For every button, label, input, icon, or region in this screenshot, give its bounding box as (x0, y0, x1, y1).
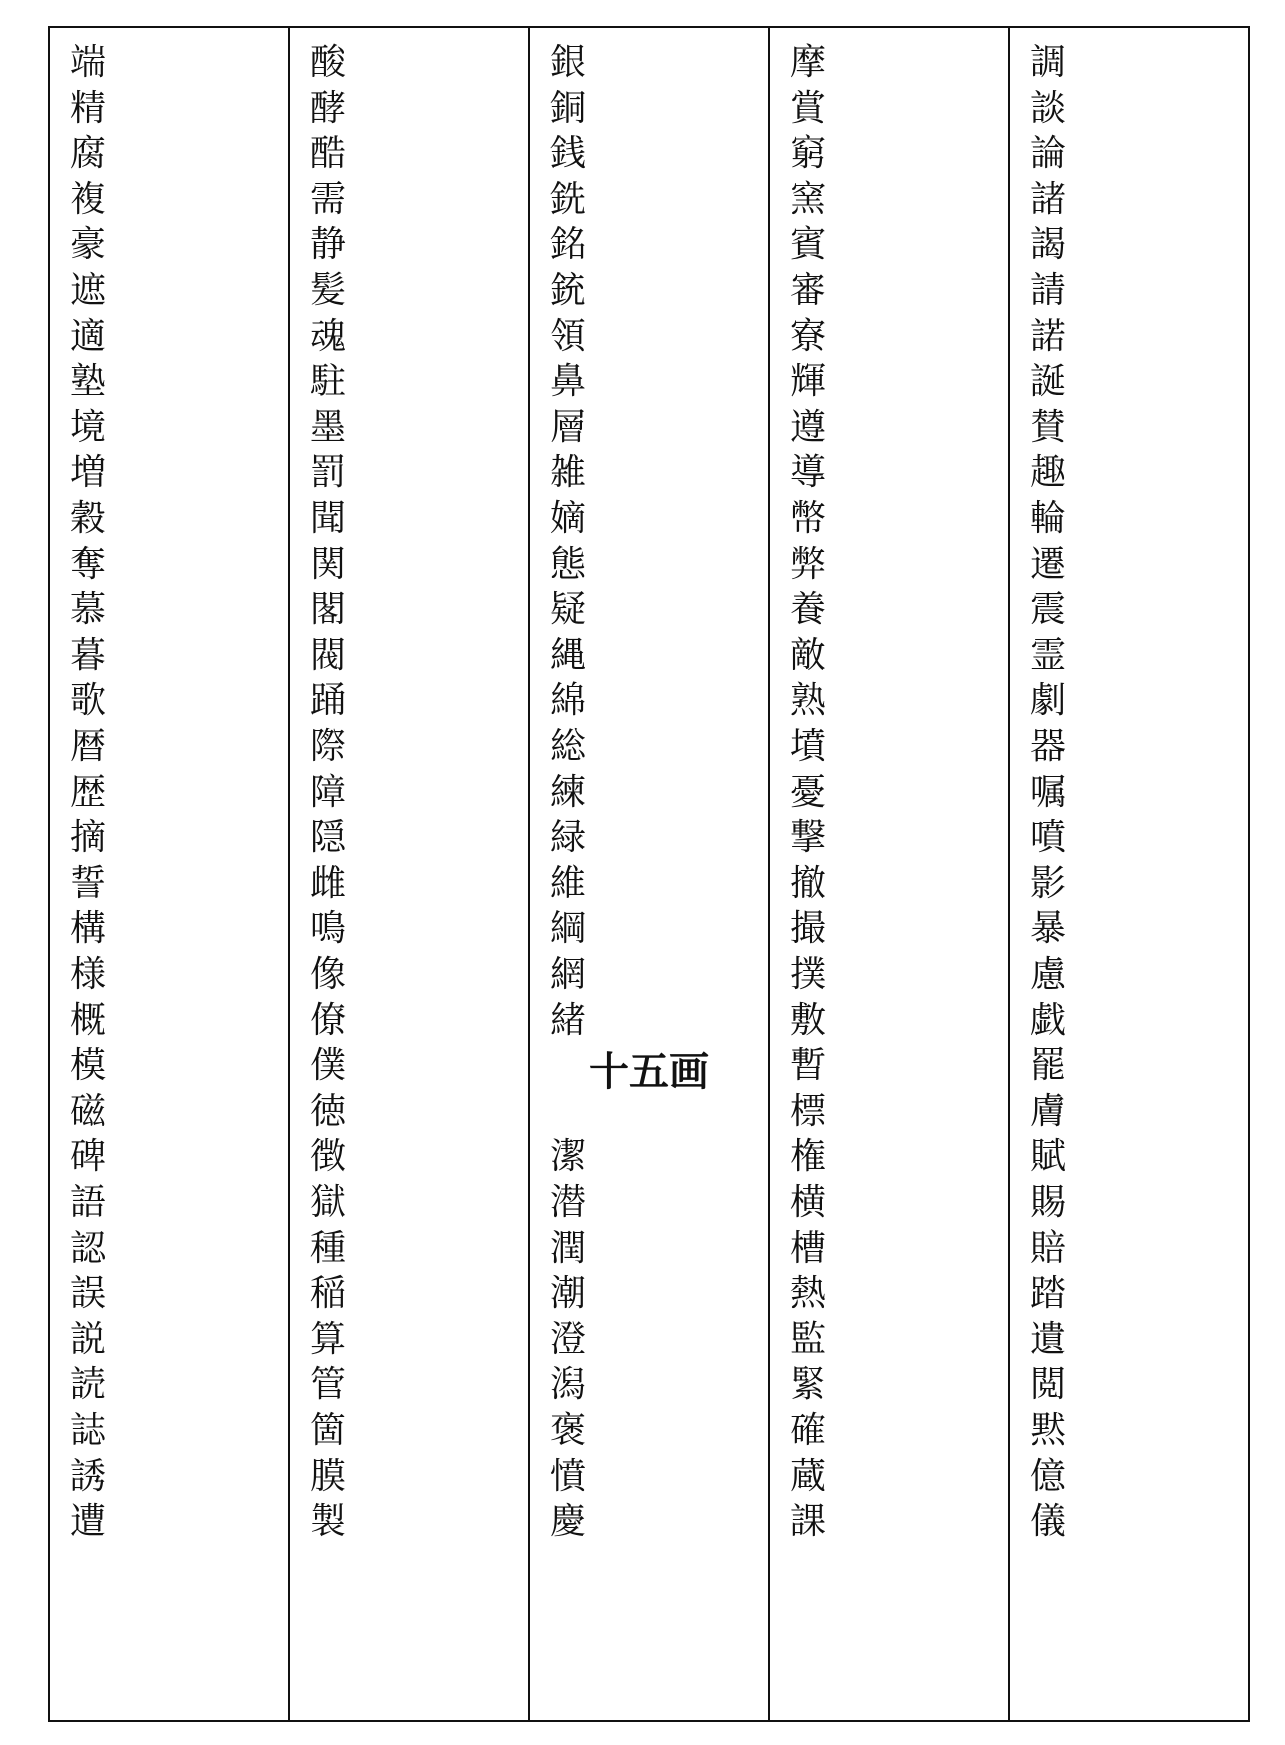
character-cell: 劇 (1030, 680, 1067, 722)
character-cell: 僚 (310, 999, 347, 1041)
character-cell: 賦 (1030, 1136, 1067, 1178)
character-cell: 歌 (70, 680, 107, 722)
character-cell: 模 (70, 1045, 107, 1087)
character-cell: 銃 (550, 270, 587, 311)
character-cell: 膚 (1030, 1090, 1067, 1132)
character-cell: 賛 (1030, 406, 1067, 448)
character-cell: 談 (1030, 87, 1067, 129)
character-cell: 構 (70, 908, 107, 950)
character-cell: 閣 (310, 589, 347, 631)
character-cell: 罷 (1030, 1045, 1067, 1087)
character-cell: 撲 (790, 954, 827, 995)
column-2 (290, 28, 530, 1720)
character-cell: 噴 (1030, 817, 1067, 859)
character-cell: 際 (310, 726, 347, 767)
character-cell: 聞 (310, 498, 347, 539)
character-cell: 遵 (790, 406, 827, 448)
character-cell: 嫡 (550, 498, 587, 539)
character-cell: 稲 (310, 1273, 347, 1315)
character-cell: 戯 (1030, 999, 1067, 1041)
character-cell: 読 (70, 1364, 107, 1406)
character-cell: 隠 (310, 817, 347, 859)
character-cell: 導 (790, 452, 827, 494)
character-cell: 遺 (1030, 1318, 1067, 1360)
character-cell: 潟 (550, 1364, 587, 1406)
character-cell: 賓 (790, 224, 827, 266)
character-cell: 罰 (310, 452, 347, 494)
character-cell: 億 (1030, 1455, 1067, 1497)
character-cell: 嘱 (1030, 771, 1067, 813)
character-cell: 撤 (790, 862, 827, 904)
character-cell: 輝 (790, 361, 827, 403)
character-cell: 網 (550, 954, 587, 995)
character-cell: 賠 (1030, 1227, 1067, 1269)
character-cell: 監 (790, 1318, 827, 1360)
character-cell: 魂 (310, 315, 347, 357)
character-cell: 僕 (310, 1045, 347, 1087)
character-cell: 複 (70, 178, 107, 220)
character-cell: 豪 (70, 224, 107, 266)
character-cell: 像 (310, 954, 347, 995)
character-cell: 綿 (550, 680, 587, 722)
character-cell: 幣 (790, 498, 827, 539)
character-cell: 権 (790, 1136, 827, 1178)
character-cell: 弊 (790, 543, 827, 585)
stroke-count-heading: 十五画 (589, 1049, 709, 1096)
character-cell: 緒 (550, 999, 587, 1041)
character-cell: 歴 (70, 771, 107, 813)
character-cell: 維 (550, 862, 587, 904)
character-cell: 諾 (1030, 315, 1067, 357)
character-cell: 境 (70, 406, 107, 448)
character-cell: 確 (790, 1410, 827, 1451)
character-cell: 誘 (70, 1455, 107, 1497)
character-cell: 趣 (1030, 452, 1067, 494)
character-cell: 賞 (790, 87, 827, 129)
character-cell: 賜 (1030, 1182, 1067, 1223)
character-cell: 閥 (310, 634, 347, 676)
character-cell: 誓 (70, 862, 107, 904)
character-cell: 酸 (310, 42, 347, 83)
character-cell: 墨 (310, 406, 347, 448)
character-cell: 徳 (310, 1090, 347, 1132)
character-cell: 穀 (70, 498, 107, 539)
column-3 (530, 28, 770, 1720)
character-cell: 端 (70, 42, 107, 83)
character-cell: 精 (70, 87, 107, 129)
character-cell: 概 (70, 999, 107, 1041)
column-4 (770, 28, 1010, 1720)
character-cell: 輪 (1030, 498, 1067, 539)
character-cell: 熟 (790, 680, 827, 722)
character-cell: 雑 (550, 452, 587, 494)
character-cell: 撃 (790, 817, 827, 859)
character-cell: 澄 (550, 1318, 587, 1360)
character-cell: 摘 (70, 817, 107, 859)
character-cell: 態 (550, 543, 587, 585)
character-cell: 憂 (790, 771, 827, 813)
character-cell: 遮 (70, 270, 107, 311)
character-cell: 静 (310, 224, 347, 266)
character-cell: 障 (310, 771, 347, 813)
character-cell: 腐 (70, 133, 107, 175)
character-cell: 遷 (1030, 543, 1067, 585)
character-cell: 需 (310, 178, 347, 220)
character-cell: 管 (310, 1364, 347, 1406)
character-cell: 潮 (550, 1273, 587, 1315)
character-cell: 審 (790, 270, 827, 311)
character-cell: 敵 (790, 634, 827, 676)
character-cell: 銀 (550, 42, 587, 83)
character-cell: 熱 (790, 1273, 827, 1315)
character-cell: 閲 (1030, 1364, 1067, 1406)
character-cell: 層 (550, 406, 587, 448)
character-cell: 慕 (70, 589, 107, 631)
character-cell: 練 (550, 771, 587, 813)
character-cell: 儀 (1030, 1501, 1067, 1543)
character-cell: 標 (790, 1090, 827, 1132)
character-cell: 憤 (550, 1455, 587, 1497)
character-cell: 敷 (790, 999, 827, 1041)
character-cell: 誌 (70, 1410, 107, 1451)
character-cell: 認 (70, 1227, 107, 1269)
character-cell: 遭 (70, 1501, 107, 1543)
character-cell: 霊 (1030, 634, 1067, 676)
character-cell: 影 (1030, 862, 1067, 904)
column-5 (1010, 28, 1248, 1720)
character-cell: 銅 (550, 87, 587, 129)
character-cell: 様 (70, 954, 107, 995)
character-cell: 総 (550, 726, 587, 767)
character-cell: 製 (310, 1501, 347, 1543)
column-1 (50, 28, 290, 1720)
character-cell: 増 (70, 452, 107, 494)
character-cell: 慮 (1030, 954, 1067, 995)
character-cell: 蔵 (790, 1455, 827, 1497)
character-cell: 雌 (310, 862, 347, 904)
character-cell: 謁 (1030, 224, 1067, 266)
character-cell: 鼻 (550, 361, 587, 403)
character-cell: 誕 (1030, 361, 1067, 403)
character-cell: 槽 (790, 1227, 827, 1269)
character-cell: 縄 (550, 634, 587, 676)
character-cell: 寮 (790, 315, 827, 357)
character-cell: 語 (70, 1182, 107, 1223)
character-cell: 緑 (550, 817, 587, 859)
character-cell: 綱 (550, 908, 587, 950)
character-cell: 窯 (790, 178, 827, 220)
character-cell: 髪 (310, 270, 347, 311)
character-cell: 暫 (790, 1045, 827, 1087)
character-cell: 誤 (70, 1273, 107, 1315)
character-cell: 膜 (310, 1455, 347, 1497)
character-table (48, 26, 1250, 1722)
character-cell: 説 (70, 1318, 107, 1360)
character-cell: 養 (790, 589, 827, 631)
character-cell: 緊 (790, 1364, 827, 1406)
character-cell: 器 (1030, 726, 1067, 767)
character-cell: 酷 (310, 133, 347, 175)
character-cell: 請 (1030, 270, 1067, 311)
character-cell: 鳴 (310, 908, 347, 950)
character-cell: 諸 (1030, 178, 1067, 220)
character-cell: 酵 (310, 87, 347, 129)
character-cell: 撮 (790, 908, 827, 950)
character-cell: 銘 (550, 224, 587, 266)
character-cell: 獄 (310, 1182, 347, 1223)
character-cell: 駐 (310, 361, 347, 403)
character-cell: 暦 (70, 726, 107, 767)
character-cell: 踏 (1030, 1273, 1067, 1315)
character-cell: 論 (1030, 133, 1067, 175)
character-cell: 墳 (790, 726, 827, 767)
character-cell: 関 (310, 543, 347, 585)
character-cell: 潜 (550, 1182, 587, 1223)
character-cell: 摩 (790, 42, 827, 83)
character-cell: 黙 (1030, 1410, 1067, 1451)
character-cell: 磁 (70, 1090, 107, 1132)
character-cell: 奪 (70, 543, 107, 585)
character-cell: 踊 (310, 680, 347, 722)
character-cell: 慶 (550, 1501, 587, 1543)
character-cell: 疑 (550, 589, 587, 631)
character-cell: 潤 (550, 1227, 587, 1269)
character-cell: 震 (1030, 589, 1067, 631)
character-cell: 暴 (1030, 908, 1067, 950)
character-cell: 徴 (310, 1136, 347, 1178)
character-cell: 算 (310, 1318, 347, 1360)
character-cell: 箇 (310, 1410, 347, 1451)
character-cell: 潔 (550, 1136, 587, 1178)
character-cell: 種 (310, 1227, 347, 1269)
character-cell: 褒 (550, 1410, 587, 1451)
character-cell: 銑 (550, 178, 587, 220)
character-cell: 銭 (550, 133, 587, 175)
character-cell: 窮 (790, 133, 827, 175)
character-cell: 暮 (70, 634, 107, 676)
character-cell: 調 (1030, 42, 1067, 83)
character-cell: 領 (550, 315, 587, 357)
character-cell: 適 (70, 315, 107, 357)
character-cell: 碑 (70, 1136, 107, 1178)
character-cell: 横 (790, 1182, 827, 1223)
character-cell: 課 (790, 1501, 827, 1543)
character-cell: 塾 (70, 361, 107, 403)
